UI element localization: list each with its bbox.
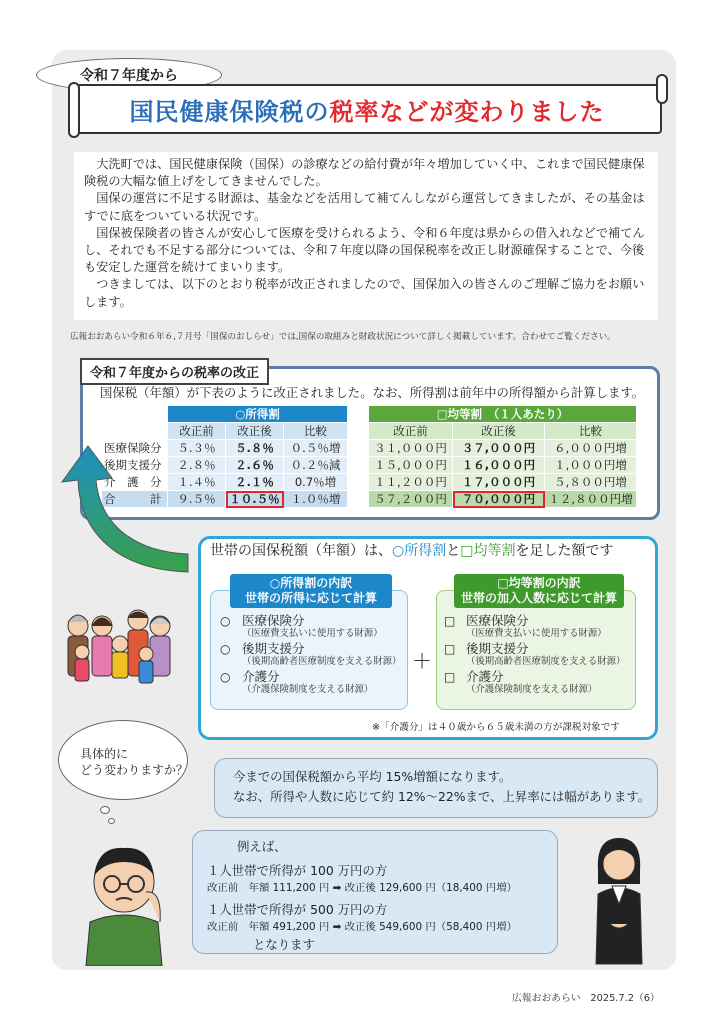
col-before: 改正前 [168,423,226,440]
list-item [444,614,625,640]
list-item [444,642,625,668]
circle-icon: ○ [220,642,231,656]
item-name: 後期支援分 [466,641,529,656]
title-scroll [72,84,662,134]
cell: ２.１％ [226,474,284,491]
curved-arrow-icon [50,440,190,600]
cell-highlight: ７０,０００円 [453,491,545,508]
cell-highlight: １０.５％ [226,491,284,508]
intro-paragraph: 大洗町では、国民健康保険（国保）の診療などの給付費が年々増加していく中、これまで国民健康保険税の大幅な値上げをしてきませんでした。 [84,157,645,189]
answer-line: なお、所得や人数に応じて約 12%～22%まで、上昇率には幅があります。 [233,789,651,804]
woman-illustration [588,834,650,968]
equal-rate-table [368,405,637,508]
cell: ６,０００円増 [545,440,637,457]
cell: １,０００円増 [545,457,637,474]
example-bubble [192,830,558,954]
cell: ５７,２００円 [369,491,453,508]
question-line: どう変わりますか？ [80,763,189,777]
square-icon: □ [444,670,456,684]
title-part1: 国民健康保険税の [129,97,330,126]
item-name: 医療保険分 [242,613,305,628]
tag-line: ○所得割の内訳 [269,576,353,590]
example-case-title: １人世帯で所得が 100 万円の方 [207,863,388,878]
item-name: 医療保険分 [466,613,529,628]
example-outro: となります [253,937,315,952]
example-case-title: １人世帯で所得が 500 万円の方 [207,902,388,917]
list-item [220,614,401,640]
col-after: 改正後 [226,423,284,440]
cell: ９.５％ [168,491,226,508]
heading-income: ○所得割 [392,543,447,559]
equal-header: □均等割 （１人あたり） [369,406,637,423]
item-desc: （医療費支払いに使用する財源） [466,628,607,639]
intro-paragraph: 国保被保険者の皆さんが安心して医療を受けられるよう、令和６年度は県からの借入れなどで補てんし、それでも不足する部分については、令和７年度以降の国保税率を改正し財源確保することで、今後も安定した運営を続けてまいります。 [84,225,645,275]
cell: １５,０００円 [369,457,453,474]
kaigo-note: ※「介護分」は４０歳から６５歳未満の方が課税対象です [372,722,620,733]
title-part2: 税率などが変わりました [329,97,605,126]
circle-icon: ○ [220,670,231,684]
square-icon: □ [444,642,456,656]
heading-equal: □均等割 [460,543,516,559]
cell: ５,８００円増 [545,474,637,491]
row-label: 介 護 分 [102,474,168,491]
cell: ０.５％増 [284,440,348,457]
example-intro: 例えば、 [237,839,287,854]
intro-text [74,152,658,320]
tag-line: 世帯の加入人数に応じて計算 [460,591,617,605]
table-row-total [369,491,637,508]
example-case-detail: 改正前 年額 491,200 円 ➡ 改正後 549,600 円（58,400 円増） [207,921,517,933]
intro-paragraph: つきましては、以下のとおり税率が改正されましたので、国保加入の皆さんのご理解ご協力をお願いします。 [84,277,645,309]
table-row [369,474,637,491]
item-name: 介護分 [242,669,280,684]
question-text [80,746,188,778]
cell: １２,８００円増 [545,491,637,508]
cell: ５.８％ [226,440,284,457]
page-footer: 広報おおあらい 2025.7.2（6） [512,993,660,1004]
answer-line: 今までの国保税額から平均 15%増額になります。 [233,769,512,784]
row-label: 合 計 [102,491,168,508]
example-case-detail: 改正前 年額 111,200 円 ➡ 改正後 129,600 円（18,400 円増） [207,882,517,894]
col-before: 改正前 [369,423,453,440]
list-item [220,642,401,668]
cell: ３７,０００円 [453,440,545,457]
heading-text: を足した額です [515,543,614,559]
cell: １.０％増 [284,491,348,508]
item-desc: （後期高齢者医療制度を支える財源） [242,656,402,667]
square-icon: □ [444,614,456,628]
table-row [369,440,637,457]
cell: 0.7％増 [284,474,348,491]
equal-breakdown-tag [454,574,624,608]
col-after: 改正後 [453,423,545,440]
tag-line: □均等割の内訳 [497,576,581,590]
item-name: 後期支援分 [242,641,305,656]
item-desc: （介護保険制度を支える財源） [466,684,598,695]
intro-paragraph: 国保の運営に不足する財源は、基金などを活用して補てんしながら運営してきましたが、その基金はすでに底をついている状況です。 [84,191,645,223]
list-item [220,670,401,696]
scroll-curl-right [656,74,668,104]
income-items [220,614,401,698]
item-name: 介護分 [466,669,504,684]
plus-icon: ＋ [412,649,432,673]
man-illustration [76,836,172,966]
cell: １７,０００円 [453,474,545,491]
col-compare: 比較 [545,423,637,440]
income-header: ○所得割 [168,406,348,423]
heading-text: 世帯の国保税額（年額）は、 [210,543,392,559]
cell: １１,２００円 [369,474,453,491]
cell: ５.３％ [168,440,226,457]
answer-bubble [214,758,658,818]
thought-dot [108,818,115,824]
tag-line: 世帯の所得に応じて計算 [244,591,377,605]
cell: ２.６％ [226,457,284,474]
item-desc: （介護保険制度を支える財源） [242,684,374,695]
col-compare: 比較 [284,423,348,440]
income-breakdown-tag [230,574,392,608]
cell: ３１,０００円 [369,440,453,457]
reference-note: 広報おおあらい令和６年６,７月号「国保のおしらせ」では,国保の取組みと財政状況について詳しく掲載しています。合わせてご覧ください。 [70,332,616,342]
rate-section-title: 令和７年度からの税率の改正 [80,358,269,385]
year-tag-text: 令和７年度から [80,68,178,84]
household-heading [210,540,613,560]
row-label: 医療保険分 [102,440,168,457]
item-desc: （後期高齢者医療制度を支える財源） [466,656,626,667]
circle-icon: ○ [220,614,231,628]
cell: ０.２％減 [284,457,348,474]
list-item [444,670,625,696]
table-row [369,457,637,474]
row-label: 後期支援分 [102,457,168,474]
question-line: 具体的に [80,747,129,761]
cell: １.４％ [168,474,226,491]
cell: ２.８％ [168,457,226,474]
item-desc: （医療費支払いに使用する財源） [242,628,383,639]
rate-section-desc: 国保税（年額）が下表のように改正されました。なお、所得割は前年中の所得額から計算します。 [100,385,645,400]
thought-dot [100,806,110,814]
cell: １６,０００円 [453,457,545,474]
equal-items [444,614,625,698]
family-illustration [60,604,190,694]
heading-text: と [446,543,461,559]
scroll-curl-left [68,82,80,138]
